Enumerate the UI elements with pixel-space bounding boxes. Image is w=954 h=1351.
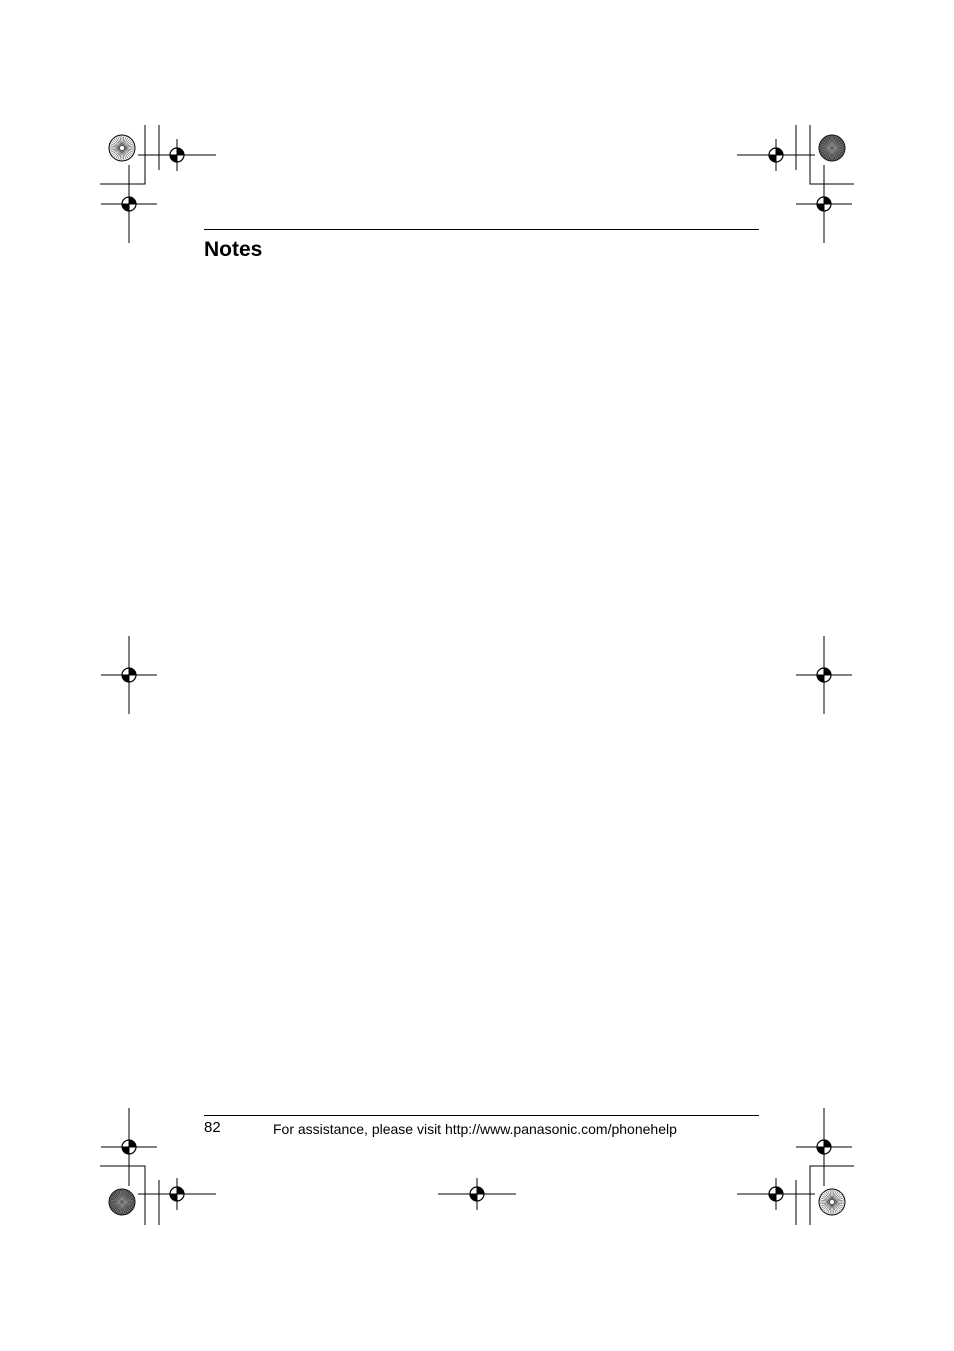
color-wheel-icon	[109, 1189, 135, 1215]
registration-target-icon	[796, 1108, 852, 1186]
color-wheel-icon	[109, 135, 135, 161]
footer-assistance-text: For assistance, please visit http://www.panasonic.com/phonehelp	[273, 1121, 677, 1137]
page-title: Notes	[204, 238, 263, 261]
registration-target-icon	[101, 636, 157, 714]
registration-target-icon	[438, 1178, 516, 1210]
registration-target-icon	[737, 1178, 815, 1210]
registration-target-icon	[138, 1178, 216, 1210]
color-wheel-icon	[819, 1189, 845, 1215]
registration-target-icon	[101, 1108, 157, 1186]
registration-target-icon	[101, 165, 157, 243]
footer-rule	[204, 1115, 759, 1116]
registration-target-icon	[796, 636, 852, 714]
color-wheel-icon	[819, 135, 845, 161]
page-number: 82	[204, 1119, 221, 1136]
registration-target-icon	[138, 139, 216, 171]
registration-target-icon	[737, 139, 815, 171]
header-rule	[204, 229, 759, 230]
registration-target-icon	[796, 165, 852, 243]
